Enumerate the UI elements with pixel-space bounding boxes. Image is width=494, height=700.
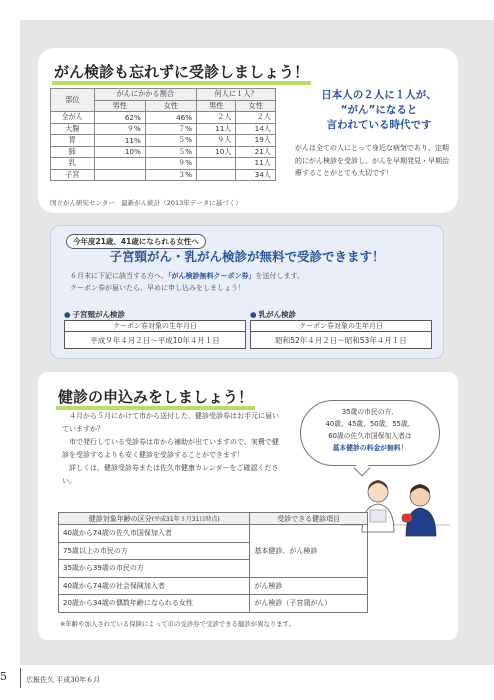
table-row: 75歳以上の市民の方 [59, 542, 368, 560]
birthdate-header: クーポン券対象の生年月日 [65, 321, 246, 332]
lead-body-text: がんは全ての人にとって身近な病気であり、定期的にがん検診を受診し、がんを早期発見・早期治療することがとても大切です！ [295, 144, 449, 177]
table-source: 国立がん研究センター 最新がん統計（2013年データに基づく） [50, 199, 242, 207]
sub-header: 男性 [94, 100, 145, 112]
table-row: 大腸 ９% ７% 11人 14人 [51, 123, 276, 135]
section3-title: 健診の申込みをしましょう！ [56, 388, 255, 406]
checkup-target-table [58, 512, 368, 613]
sub-header: 女性 [145, 100, 196, 112]
col-group-ratio: 何人に１人？ [197, 89, 276, 101]
table-row: 胃 11% ５% ９人 19人 [51, 135, 276, 147]
section1-title: がん検診も忘れずに受診しましょう！ [52, 63, 311, 81]
bullet-icon: ● [250, 310, 257, 319]
birthdate-header: クーポン券対象の生年月日 [251, 321, 432, 332]
cancer-rate-table [50, 88, 276, 181]
table-row: 全がん 62% 46% ２人 ２人 [51, 112, 276, 124]
target-women-pill: 今年度21歳、41歳になられる女性へ [66, 234, 206, 249]
bullet-icon: ● [64, 310, 71, 319]
table-row: 40歳から74歳の佐久市国保加入者 基本健診、がん検診 [59, 525, 368, 543]
coupon-name: 「がん検診無料クーポン券」 [168, 272, 256, 280]
table-row: 肺 10% ５% 10人 21人 [51, 146, 276, 158]
page-number: 5 [0, 670, 7, 683]
table-footnote: ※年齢や加入されている保険によって市の受診券で受診できる健診が異なります。 [60, 620, 295, 628]
table-row: 40歳から74歳の社会保険加入者 がん検診 [59, 577, 368, 595]
table-row: 20歳から34歳の偶数年齢になられる女性 がん検診（子宮頸がん） [59, 595, 368, 613]
col-group-rate: がんにかかる割合 [94, 89, 196, 101]
table-row: 35歳から39歳の市民の方 [59, 560, 368, 578]
col-header-site: 部位 [51, 89, 95, 112]
birthdate-range: 昭和52年４月２日～昭和53年４月１日 [251, 332, 432, 349]
table-row: 子宮 ３% 34人 [51, 169, 276, 181]
breast-label: ● 乳がん検診 [250, 310, 297, 319]
footer-divider [20, 668, 21, 688]
breast-birthdate-table [250, 320, 432, 349]
cervical-label: ● 子宮頸がん検診 [64, 310, 126, 319]
free-checkup-bubble: 35歳の市民の方、 40歳、45歳、50歳、55歳、 60歳の佐久市国保加入者は 基本健診の料金が無料！ [300, 400, 440, 466]
cervical-birthdate-table [64, 320, 246, 349]
coupon-body-text: ６月末に下記に該当する方へ、「がん検診無料クーポン券」を送付します。 クーポン券が届いたら、早めに申し込みをしましょう！ [70, 272, 304, 292]
header-age: 健診対象年齢の区分(平成31年３月31日時点) [59, 513, 250, 525]
header-items: 受診できる健診項目 [250, 513, 368, 525]
sub-header: 男性 [197, 100, 236, 112]
free-screening-title: 子宮頸がん・乳がん検診が無料で受診できます！ [109, 249, 385, 264]
application-body: ４月から５月にかけて市から送付した、健診受診券はお手元に届いていますか？ 市で発行している受診券は市から補助が出ていますので、実費で健診を受診するよりも安く健診を受診することができます！ 詳しくは、健診受診券または佐久市健康カレンダーをご確認ください。 [62, 412, 279, 485]
birthdate-range: 平成９年４月２日～平成10年４月１日 [65, 332, 246, 349]
publication-name: 広報佐久 平成30年６月 [26, 676, 101, 684]
table-row: 乳 ９% 11人 [51, 158, 276, 170]
sub-header: 女性 [236, 100, 276, 112]
lead-statement: 日本人の２人に１人が、 “がん”になると 言われている時代です [321, 89, 437, 131]
